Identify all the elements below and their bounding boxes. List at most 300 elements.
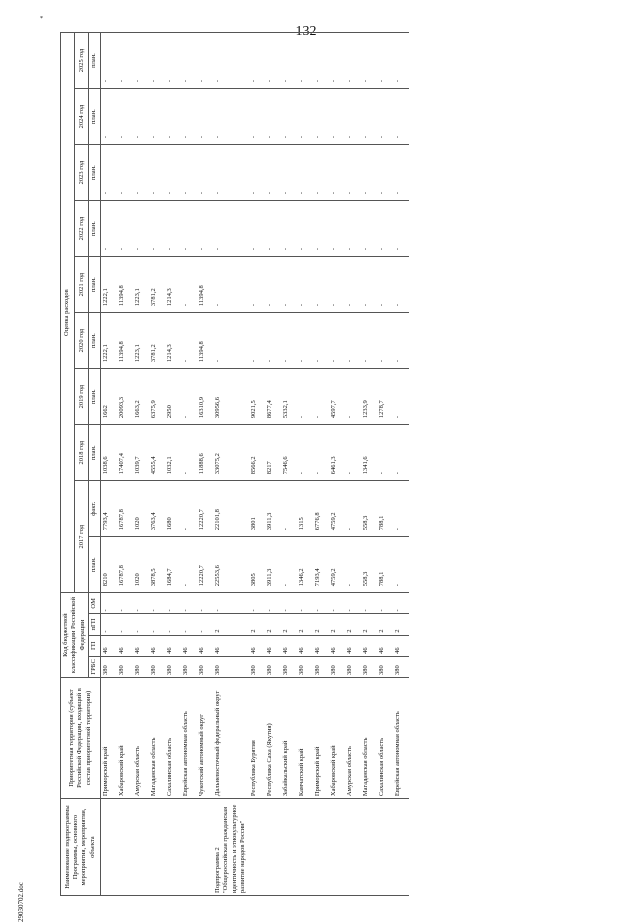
grbs-cell: 380 [197, 656, 213, 677]
gp-cell: 46 [149, 635, 165, 656]
value-cell: - [197, 33, 213, 89]
value-cell: 1663,2 [133, 369, 149, 425]
value-cell: - [345, 369, 361, 425]
grbs-cell: 380 [393, 656, 409, 677]
pgp-cell: - [181, 614, 197, 635]
value-cell: - [345, 425, 361, 481]
om-cell: - [165, 593, 181, 614]
value-cell: 788,1 [377, 537, 393, 593]
value-cell: - [249, 313, 265, 369]
value-cell: - [281, 481, 297, 537]
program-cell [329, 799, 345, 896]
program-cell [197, 799, 213, 896]
page-number: 132 [295, 24, 317, 39]
value-cell: 16310,9 [197, 369, 213, 425]
value-cell: - [181, 257, 197, 313]
value-cell: - [345, 145, 361, 201]
value-cell: - [181, 33, 197, 89]
value-cell: - [197, 201, 213, 257]
value-cell: - [281, 313, 297, 369]
value-cell: - [393, 481, 409, 537]
value-cell: 8210 [100, 537, 117, 593]
value-cell: - [265, 313, 281, 369]
om-cell: - [133, 593, 149, 614]
value-cell: - [393, 425, 409, 481]
grbs-cell: 380 [249, 656, 265, 677]
value-cell: - [313, 313, 329, 369]
table-row [281, 33, 297, 896]
value-cell: 1214,3 [165, 313, 181, 369]
header-year: 2024 год [75, 89, 89, 145]
header-codes-group: Код бюджетной классификации Российской Федерации [61, 593, 89, 678]
value-cell: 7193,4 [313, 537, 329, 593]
value-cell: 9021,5 [249, 369, 265, 425]
value-cell: - [393, 145, 409, 201]
value-cell: 1662 [100, 369, 117, 425]
table-row [377, 33, 393, 896]
value-cell: - [213, 201, 249, 257]
territory-cell: Забайкальский край [281, 678, 297, 799]
value-cell: - [313, 257, 329, 313]
value-cell: 6776,8 [313, 481, 329, 537]
program-cell [361, 799, 377, 896]
header-plan: план. [89, 145, 100, 201]
grbs-cell: 380 [117, 656, 133, 677]
table-row [361, 33, 377, 896]
value-cell: 1223,1 [133, 313, 149, 369]
table-body [100, 33, 408, 896]
grbs-cell: 380 [265, 656, 281, 677]
value-cell: - [393, 201, 409, 257]
value-cell: 8217 [265, 425, 281, 481]
table-row [313, 33, 329, 896]
header-plan: план. [89, 537, 100, 593]
rotated-page [60, 32, 625, 896]
value-cell: 1680 [165, 481, 181, 537]
om-cell: - [100, 593, 117, 614]
table-row [133, 33, 149, 896]
om-cell: - [281, 593, 297, 614]
value-cell: 4597,7 [329, 369, 345, 425]
territory-cell: Республика Саха (Якутия) [265, 678, 281, 799]
grbs-cell: 380 [181, 656, 197, 677]
value-cell: - [361, 145, 377, 201]
gp-cell: 46 [197, 635, 213, 656]
grbs-cell: 380 [149, 656, 165, 677]
value-cell: - [281, 145, 297, 201]
value-cell: 3763,4 [149, 481, 165, 537]
header-code: ОМ [89, 593, 100, 614]
value-cell: 1020 [133, 481, 149, 537]
program-cell: Подпрограмма 2 "Общероссийская гражданская идентичность и этнокультурное развитие народов России" [213, 799, 249, 896]
value-cell: - [297, 145, 313, 201]
gp-cell: 46 [329, 635, 345, 656]
value-cell: - [377, 145, 393, 201]
value-cell: 16787,8 [117, 537, 133, 593]
territory-cell: Чукотский автономный округ [197, 678, 213, 799]
value-cell: 3781,2 [149, 257, 165, 313]
header-plan: план. [89, 257, 100, 313]
table-row [329, 33, 345, 896]
value-cell: - [181, 369, 197, 425]
value-cell: - [393, 257, 409, 313]
gp-cell: 46 [181, 635, 197, 656]
table-row [297, 33, 313, 896]
value-cell: - [197, 89, 213, 145]
table-row [197, 33, 213, 896]
value-cell: 16787,8 [117, 481, 133, 537]
value-cell: - [297, 369, 313, 425]
value-cell: - [165, 145, 181, 201]
table-row [393, 33, 409, 896]
value-cell: 1032,1 [165, 425, 181, 481]
value-cell: - [393, 313, 409, 369]
value-cell: 12220,7 [197, 481, 213, 537]
header-plan: план. [89, 89, 100, 145]
om-cell: - [329, 593, 345, 614]
om-cell: - [149, 593, 165, 614]
program-cell [100, 799, 117, 896]
value-cell: - [249, 89, 265, 145]
gp-cell: 46 [100, 635, 117, 656]
om-cell: - [345, 593, 361, 614]
header-plan: план. [89, 425, 100, 481]
territory-cell: Приморский край [313, 678, 329, 799]
pgp-cell: - [133, 614, 149, 635]
value-cell: 1315 [297, 481, 313, 537]
value-cell: - [117, 33, 133, 89]
value-cell: - [297, 257, 313, 313]
territory-cell: Камчатский край [297, 678, 313, 799]
value-cell: - [297, 201, 313, 257]
pgp-cell: 2 [361, 614, 377, 635]
value-cell: - [377, 89, 393, 145]
value-cell: - [149, 89, 165, 145]
om-cell: - [361, 593, 377, 614]
om-cell: - [393, 593, 409, 614]
value-cell: - [281, 33, 297, 89]
value-cell: - [181, 313, 197, 369]
pgp-cell: 2 [265, 614, 281, 635]
program-cell [313, 799, 329, 896]
value-cell: - [361, 33, 377, 89]
grbs-cell: 380 [361, 656, 377, 677]
value-cell: - [377, 201, 393, 257]
value-cell: - [345, 481, 361, 537]
territory-cell: Амурская область [345, 678, 361, 799]
value-cell: - [213, 257, 249, 313]
header-year: 2019 год [75, 369, 89, 425]
value-cell: 1278,7 [377, 369, 393, 425]
gp-cell: 46 [345, 635, 361, 656]
value-cell: 11394,8 [197, 313, 213, 369]
om-cell: - [297, 593, 313, 614]
header-year: 2022 год [75, 201, 89, 257]
om-cell: - [181, 593, 197, 614]
pgp-cell: 2 [393, 614, 409, 635]
value-cell: - [345, 201, 361, 257]
value-cell: 22101,8 [213, 481, 249, 537]
value-cell: 4555,4 [149, 425, 165, 481]
territory-cell: Сахалинская область [377, 678, 393, 799]
value-cell: 11394,8 [117, 313, 133, 369]
value-cell: 3878,5 [149, 537, 165, 593]
value-cell: - [149, 145, 165, 201]
grbs-cell: 380 [213, 656, 249, 677]
value-cell: - [329, 33, 345, 89]
value-cell: - [345, 313, 361, 369]
value-cell: 8677,4 [265, 369, 281, 425]
value-cell: - [213, 313, 249, 369]
value-cell: - [377, 425, 393, 481]
value-cell: - [133, 145, 149, 201]
value-cell: 3801 [249, 481, 265, 537]
value-cell: - [165, 89, 181, 145]
document-filename: 29030702.doc [17, 882, 25, 922]
grbs-cell: 380 [313, 656, 329, 677]
corner-mark: * [40, 16, 43, 22]
value-cell: - [297, 33, 313, 89]
value-cell: - [265, 257, 281, 313]
table-row [213, 33, 249, 896]
om-cell: - [249, 593, 265, 614]
table-row [165, 33, 181, 896]
program-cell [377, 799, 393, 896]
value-cell: - [377, 33, 393, 89]
value-cell: - [281, 537, 297, 593]
header-plan: план. [89, 313, 100, 369]
value-cell: 1233,9 [361, 369, 377, 425]
header-program: Наименование подпрограммы Программы, основного мероприятия, мероприятия, объекта [61, 799, 101, 896]
gp-cell: 46 [133, 635, 149, 656]
pgp-cell: 2 [281, 614, 297, 635]
value-cell: - [265, 145, 281, 201]
territory-cell: Приморский край [100, 678, 117, 799]
value-cell: - [213, 89, 249, 145]
value-cell: - [281, 201, 297, 257]
value-cell: - [100, 201, 117, 257]
value-cell: 3911,3 [265, 481, 281, 537]
value-cell: - [361, 89, 377, 145]
om-cell: - [213, 593, 249, 614]
value-cell: - [393, 33, 409, 89]
program-cell [181, 799, 197, 896]
pgp-cell: - [197, 614, 213, 635]
grbs-cell: 380 [281, 656, 297, 677]
om-cell: - [197, 593, 213, 614]
value-cell: - [165, 201, 181, 257]
value-cell: - [361, 257, 377, 313]
program-cell [265, 799, 281, 896]
gp-cell: 46 [117, 635, 133, 656]
value-cell: - [297, 425, 313, 481]
table-row [117, 33, 133, 896]
grbs-cell: 380 [165, 656, 181, 677]
program-cell [281, 799, 297, 896]
header-estimate-group: Оценка расходов [61, 33, 75, 593]
value-cell: 3805 [249, 537, 265, 593]
territory-cell: Хабаровский край [117, 678, 133, 799]
value-cell: - [149, 201, 165, 257]
table-row [265, 33, 281, 896]
value-cell: 11888,6 [197, 425, 213, 481]
header-plan: план. [89, 33, 100, 89]
value-cell: - [249, 201, 265, 257]
value-cell: - [181, 89, 197, 145]
value-cell: 1684,7 [165, 537, 181, 593]
value-cell: - [393, 369, 409, 425]
value-cell: - [313, 145, 329, 201]
program-cell [249, 799, 265, 896]
value-cell: - [377, 313, 393, 369]
value-cell: - [181, 537, 197, 593]
om-cell: - [313, 593, 329, 614]
value-cell: - [329, 145, 345, 201]
header-year: 2018 год [75, 425, 89, 481]
header-year: 2020 год [75, 313, 89, 369]
value-cell: 12220,7 [197, 537, 213, 593]
pgp-cell: - [149, 614, 165, 635]
value-cell: - [361, 313, 377, 369]
value-cell: 1039,7 [133, 425, 149, 481]
value-cell: - [281, 89, 297, 145]
value-cell: 1038,6 [100, 425, 117, 481]
program-cell [165, 799, 181, 896]
value-cell: - [249, 257, 265, 313]
gp-cell: 46 [393, 635, 409, 656]
value-cell: - [249, 145, 265, 201]
table-row [181, 33, 197, 896]
om-cell: - [265, 593, 281, 614]
value-cell: - [117, 89, 133, 145]
pgp-cell: 2 [329, 614, 345, 635]
header-year: 2025 год [75, 33, 89, 89]
grbs-cell: 380 [329, 656, 345, 677]
value-cell: - [117, 145, 133, 201]
expense-table [60, 32, 409, 896]
program-cell [345, 799, 361, 896]
header-plan: план. [89, 201, 100, 257]
pgp-cell: - [100, 614, 117, 635]
value-cell: 1223,1 [133, 257, 149, 313]
value-cell: 2950 [165, 369, 181, 425]
header-code: ГП [89, 635, 100, 656]
gp-cell: 46 [313, 635, 329, 656]
value-cell: 4759,2 [329, 481, 345, 537]
value-cell: - [197, 145, 213, 201]
value-cell: - [213, 33, 249, 89]
territory-cell: Амурская область [133, 678, 149, 799]
pgp-cell: 2 [313, 614, 329, 635]
value-cell: 1346,2 [297, 537, 313, 593]
pgp-cell: - [117, 614, 133, 635]
value-cell: 33075,2 [213, 425, 249, 481]
value-cell: - [297, 89, 313, 145]
value-cell: - [329, 89, 345, 145]
territory-cell: Магаданская область [361, 678, 377, 799]
program-cell [149, 799, 165, 896]
grbs-cell: 380 [345, 656, 361, 677]
value-cell: - [345, 33, 361, 89]
pgp-cell: 2 [297, 614, 313, 635]
value-cell: 22553,6 [213, 537, 249, 593]
pgp-cell: 2 [345, 614, 361, 635]
value-cell: 6375,9 [149, 369, 165, 425]
pgp-cell: 2 [213, 614, 249, 635]
value-cell: 7546,6 [281, 425, 297, 481]
value-cell: - [133, 201, 149, 257]
header-year: 2017 год [75, 481, 89, 593]
program-cell [117, 799, 133, 896]
value-cell: - [377, 257, 393, 313]
value-cell: - [345, 89, 361, 145]
header-territory: Приоритетная территория (субъект Российской Федерации, входящий в состав приоритетной территории) [61, 678, 101, 799]
value-cell: - [313, 201, 329, 257]
value-cell: 1020 [133, 537, 149, 593]
value-cell: - [133, 89, 149, 145]
value-cell: - [313, 369, 329, 425]
value-cell: - [329, 201, 345, 257]
gp-cell: 46 [297, 635, 313, 656]
value-cell: 3781,2 [149, 313, 165, 369]
value-cell: 558,3 [361, 481, 377, 537]
grbs-cell: 380 [377, 656, 393, 677]
header-year: 2023 год [75, 145, 89, 201]
grbs-cell: 380 [100, 656, 117, 677]
value-cell: 4759,2 [329, 537, 345, 593]
value-cell: - [393, 537, 409, 593]
value-cell: 3911,3 [265, 537, 281, 593]
header-code: пГП [89, 614, 100, 635]
value-cell: - [213, 145, 249, 201]
value-cell: - [181, 145, 197, 201]
pgp-cell: - [165, 614, 181, 635]
value-cell: 17407,4 [117, 425, 133, 481]
om-cell: - [377, 593, 393, 614]
value-cell: - [345, 257, 361, 313]
gp-cell: 46 [213, 635, 249, 656]
value-cell: - [265, 89, 281, 145]
value-cell: - [329, 257, 345, 313]
value-cell: - [329, 313, 345, 369]
value-cell: 1222,1 [100, 313, 117, 369]
value-cell: - [181, 201, 197, 257]
value-cell: 1214,3 [165, 257, 181, 313]
value-cell: - [165, 33, 181, 89]
value-cell: - [393, 89, 409, 145]
territory-cell: Хабаровский край [329, 678, 345, 799]
table-row [249, 33, 265, 896]
table-header [61, 33, 101, 896]
header-plan: план. [89, 369, 100, 425]
program-cell [393, 799, 409, 896]
territory-cell: Еврейская автономная область [393, 678, 409, 799]
territory-cell: Еврейская автономная область [181, 678, 197, 799]
value-cell: 788,1 [377, 481, 393, 537]
gp-cell: 46 [377, 635, 393, 656]
value-cell: - [313, 425, 329, 481]
value-cell: - [265, 201, 281, 257]
value-cell: - [281, 257, 297, 313]
program-cell [133, 799, 149, 896]
value-cell: 11394,8 [117, 257, 133, 313]
value-cell: 30956,6 [213, 369, 249, 425]
value-cell: - [100, 33, 117, 89]
value-cell: 1341,6 [361, 425, 377, 481]
value-cell: - [181, 425, 197, 481]
territory-cell: Республика Бурятия [249, 678, 265, 799]
table-row [100, 33, 117, 896]
